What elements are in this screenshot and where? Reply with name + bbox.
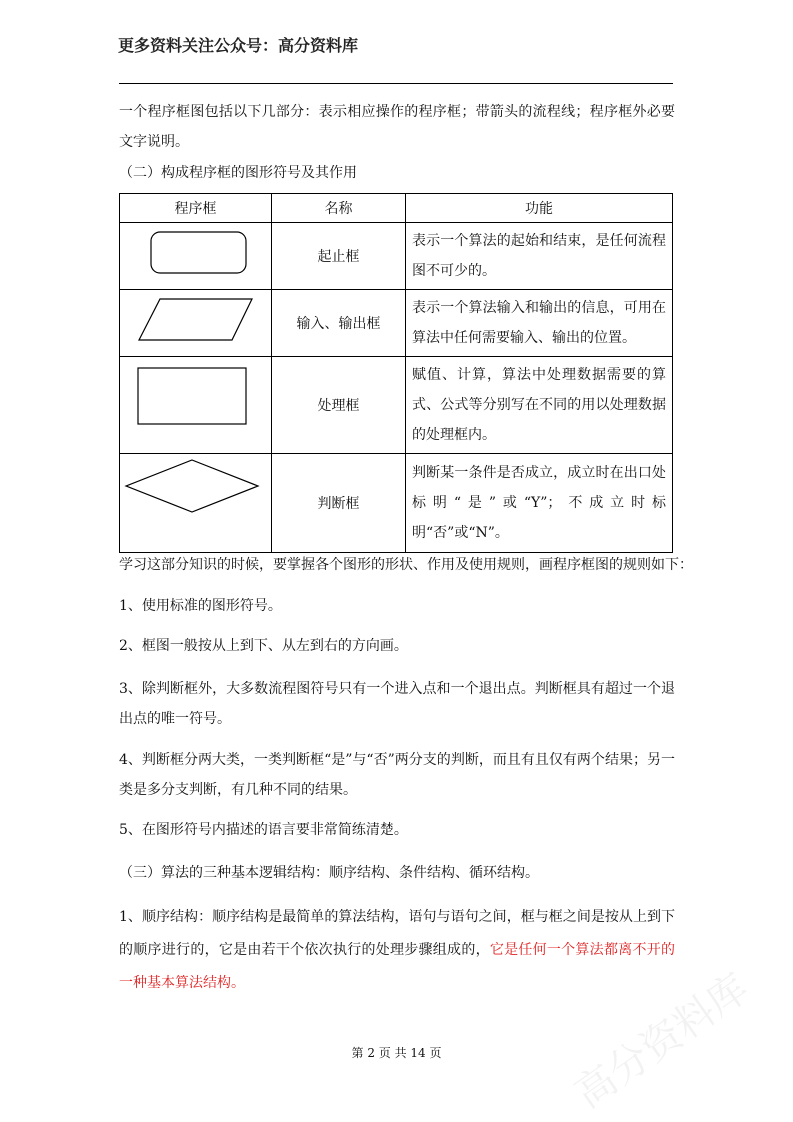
sequence-highlight: 它是任何一个算法都离不开的一种基本算法结构。 <box>119 942 676 991</box>
table-row <box>120 223 673 290</box>
page-footer: 第 2 页 共 14 页 <box>351 1046 442 1060</box>
rule-item: 1、使用标准的图形符号。 <box>119 598 282 614</box>
shape-cell <box>120 290 272 357</box>
section-heading-2: （二）构成程序框的图形符号及其作用 <box>119 165 357 181</box>
column-header: 名称 <box>272 194 406 223</box>
rule-item: 5、在图形符号内描述的语言要非常简练清楚。 <box>119 822 408 838</box>
desc-cell: 判断某一条件是否成立，成立时在出口处标明“是”或“Y”；不成立时标明“否”或“N”。 <box>406 454 673 553</box>
rule-item: 2、框图一般按从上到下、从左到右的方向画。 <box>119 638 408 654</box>
table-row <box>120 357 673 454</box>
diamond-shape <box>120 454 271 548</box>
section-heading-3: （三）算法的三种基本逻辑结构：顺序结构、条件结构、循环结构。 <box>119 865 539 881</box>
sequence-structure-paragraph <box>119 901 675 1000</box>
page-header: 更多资料关注公众号：高分资料库 <box>118 36 359 55</box>
shape-cell <box>120 223 272 290</box>
rules-intro: 学习这部分知识的时候，要掌握各个图形的形状、作用及使用规则，画程序框图的规则如下： <box>119 557 693 573</box>
desc-cell: 赋值、计算，算法中处理数据需要的算式、公式等分别写在不同的用以处理数据的处理框内。 <box>406 357 673 454</box>
rectangle-shape <box>120 358 271 449</box>
parallelogram-shape <box>120 291 271 352</box>
rounded-rect-shape <box>120 224 271 285</box>
rule-item: 3、除判断框外，大多数流程图符号只有一个进入点和一个退出点。判断框具有超过一个退出点的唯一符号。 <box>119 681 675 727</box>
header-rule <box>119 83 673 84</box>
shape-cell <box>120 357 272 454</box>
shape-cell <box>120 454 272 553</box>
symbol-table <box>119 193 673 553</box>
name-cell: 判断框 <box>272 454 406 553</box>
intro-paragraph: 一个程序框图包括以下几部分：表示相应操作的程序框；带箭头的流程线；程序框外必要文字说明。 <box>119 104 675 150</box>
table-row <box>120 454 673 553</box>
watermark: 高分资料库 <box>566 965 758 1118</box>
table-row <box>120 290 673 357</box>
name-cell: 输入、输出框 <box>272 290 406 357</box>
desc-cell: 表示一个算法输入和输出的信息，可用在算法中任何需要输入、输出的位置。 <box>406 290 673 357</box>
desc-cell: 表示一个算法的起始和结束，是任何流程图不可少的。 <box>406 223 673 290</box>
sequence-text: 1、顺序结构：顺序结构是最简单的算法结构，语句与语句之间，框与框之间是按从上到下的顺序进行的，它是由若干个依次执行的处理步骤组成的， <box>119 909 675 958</box>
name-cell: 起止框 <box>272 223 406 290</box>
rule-item: 4、判断框分两大类，一类判断框“是”与“否”两分支的判断，而且有且仅有两个结果；另一类是多分支判断，有几种不同的结果。 <box>119 752 675 798</box>
column-header: 功能 <box>406 194 673 223</box>
table-header-row <box>120 194 673 223</box>
name-cell: 处理框 <box>272 357 406 454</box>
column-header: 程序框 <box>120 194 272 223</box>
